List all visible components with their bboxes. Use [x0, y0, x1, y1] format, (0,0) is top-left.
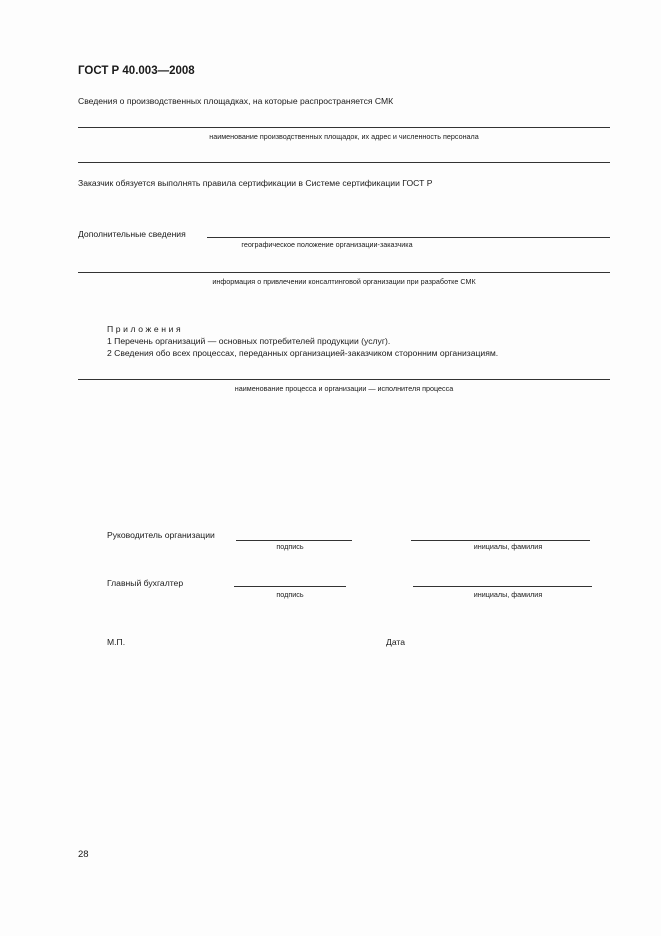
consulting-line [78, 272, 610, 273]
head-signature-label: Руководитель организации [107, 530, 215, 540]
accountant-name-caption: инициалы, фамилия [473, 590, 543, 599]
consulting-caption: информация о привлечении консалтинговой организации при разработке СМК [212, 277, 476, 286]
process-line [78, 379, 610, 380]
production-sites-line [78, 127, 610, 128]
head-signature-caption: подпись [276, 542, 304, 551]
appendix-item-1: 1 Перечень организаций — основных потребителей продукции (услуг). [107, 336, 391, 346]
appendices-title: Приложения [107, 324, 184, 334]
geo-caption: географическое положение организации-заказчика [241, 240, 413, 249]
production-sites-line-2 [78, 162, 610, 163]
additional-info-line [207, 237, 610, 238]
accountant-signature-line [234, 586, 346, 587]
document-header: ГОСТ Р 40.003—2008 [78, 65, 195, 77]
head-signature-line [236, 540, 352, 541]
appendix-item-2: 2 Сведения обо всех процессах, переданных организацией-заказчиком сторонним организациям. [107, 348, 499, 358]
stamp-label: М.П. [107, 637, 126, 647]
page-number: 28 [78, 849, 89, 860]
accountant-signature-caption: подпись [276, 590, 304, 599]
production-sites-caption: наименование производственных площадок, их адрес и численность персонала [209, 132, 479, 141]
date-label: Дата [386, 637, 406, 647]
obligation-text: Заказчик обязуется выполнять правила сертификации в Системе сертификации ГОСТ Р [78, 178, 433, 188]
process-caption: наименование процесса и организации — исполнителя процесса [234, 384, 454, 393]
head-name-line [411, 540, 590, 541]
accountant-signature-label: Главный бухгалтер [107, 578, 184, 588]
additional-info-label: Дополнительные сведения [78, 229, 186, 239]
head-name-caption: инициалы, фамилия [473, 542, 543, 551]
accountant-name-line [413, 586, 592, 587]
production-sites-label: Сведения о производственных площадках, на которые распространяется СМК [78, 96, 394, 106]
